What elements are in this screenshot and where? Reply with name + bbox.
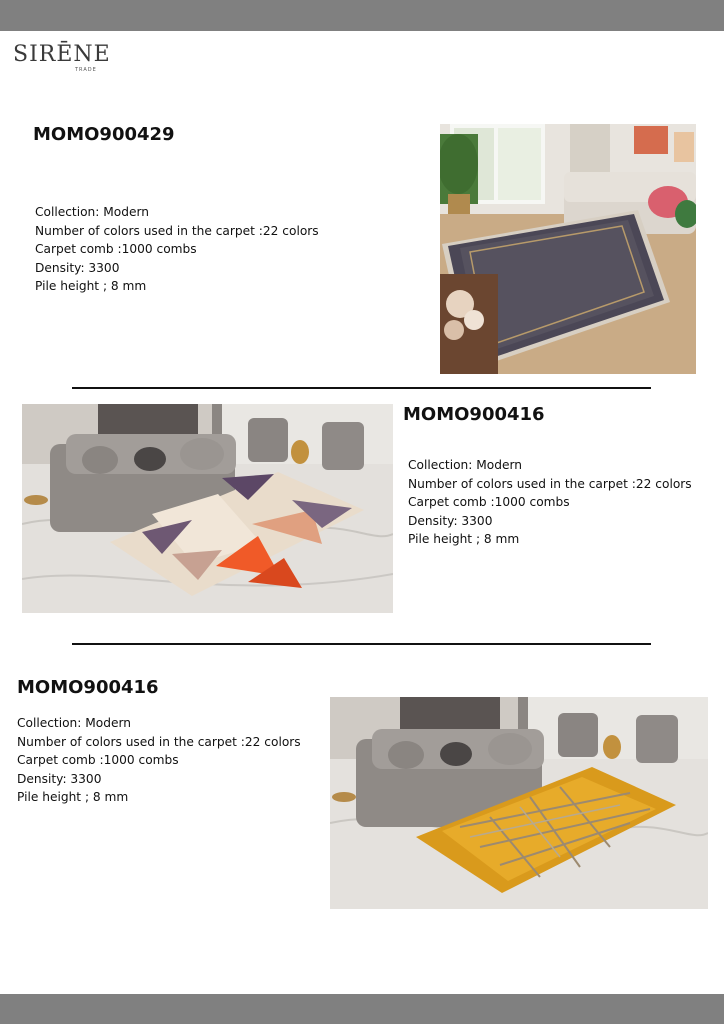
spec-density: Density: 3300 bbox=[408, 513, 493, 528]
spec-comb: Carpet comb :1000 combs bbox=[408, 495, 570, 509]
section-divider bbox=[72, 387, 651, 389]
spec-colors: Number of colors used in the carpet :22 colors bbox=[408, 476, 692, 491]
product-code: MOMO900416 bbox=[403, 404, 545, 425]
spec-comb: Carpet comb :1000 combs bbox=[35, 242, 197, 256]
product-specs bbox=[17, 714, 301, 807]
spec-density: Density: 3300 bbox=[17, 771, 102, 786]
product-photo-rug-gold bbox=[330, 697, 708, 909]
spec-collection: Collection: Modern bbox=[17, 716, 131, 730]
section-divider bbox=[72, 643, 651, 645]
product-code: MOMO900416 bbox=[17, 677, 159, 698]
spec-colors: Number of colors used in the carpet :22 colors bbox=[35, 223, 319, 238]
product-photo-rug-geometric bbox=[22, 404, 393, 613]
spec-collection: Collection: Modern bbox=[35, 205, 149, 219]
spec-comb: Carpet comb :1000 combs bbox=[17, 753, 179, 767]
top-band bbox=[0, 0, 724, 31]
brand-tagline: TRADE bbox=[75, 67, 97, 73]
brand-logo bbox=[13, 42, 123, 74]
product-photo-rug-grey bbox=[440, 124, 696, 374]
spec-density: Density: 3300 bbox=[35, 260, 120, 275]
product-specs bbox=[408, 456, 692, 549]
spec-collection: Collection: Modern bbox=[408, 458, 522, 472]
spec-pile-height: Pile height ; 8 mm bbox=[35, 279, 147, 293]
bottom-band bbox=[0, 994, 724, 1024]
product-code: MOMO900429 bbox=[33, 124, 175, 145]
spec-pile-height: Pile height ; 8 mm bbox=[17, 790, 129, 804]
spec-pile-height: Pile height ; 8 mm bbox=[408, 532, 520, 546]
brand-name: SIRĒNE bbox=[13, 42, 111, 67]
spec-colors: Number of colors used in the carpet :22 colors bbox=[17, 734, 301, 749]
product-specs bbox=[35, 203, 319, 296]
